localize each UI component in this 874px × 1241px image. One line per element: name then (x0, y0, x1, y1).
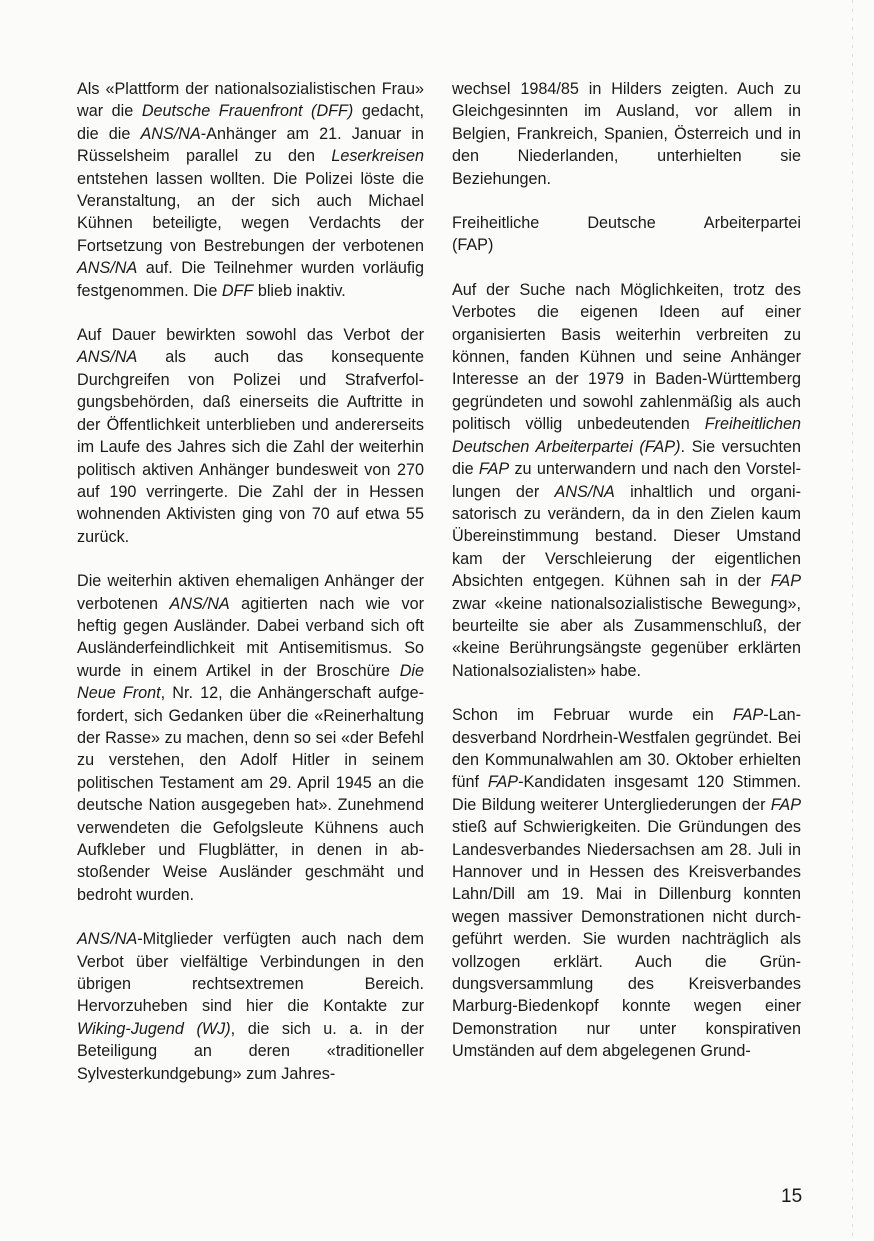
right-column (452, 78, 801, 1085)
paragraph (77, 324, 424, 548)
left-column (77, 78, 424, 1107)
paragraph (77, 928, 424, 1085)
italic-text: FAP (770, 795, 801, 814)
text-run: -Anhänger am 21. Januar in Rüsselsheim parallel zu den (77, 124, 424, 166)
text-run: entstehen lassen wollten. Die Polizei löste die Veranstaltung, an der sich auch Michael Kühnen beteiligte, wegen Verdachts der Fortsetzung von Bestrebungen der verbotenen (77, 169, 424, 255)
italic-text: Freiheitlichen Deutschen Arbeiterpartei (FAP) (452, 415, 801, 456)
text-run: , Nr. 12, die Anhängerschaft aufgefordert, sich Gedanken über die «Reinerhaltung der Rasse» zu machen, denn so sei «der Befehl zu verstehen, den Adolf Hitler in seinem politischen Testament am 29. April 1945 an die deutsche Nation ausgegeben hat». Zunehmend verwendeten die Gefolgsleute Kühnens auch Aufkleber und Flugblätter, in denen in abstoßender Weise Ausländer geschmäht und bedroht wurden. (77, 684, 424, 904)
heading-word-3: Arbeiterpartei (703, 214, 801, 233)
scan-margin-line (852, 0, 853, 1241)
italic-text: FAP (770, 572, 801, 591)
paragraph (77, 570, 424, 906)
heading-word-2: Deutsche (587, 214, 656, 233)
text-run: inhaltlich und organisatorisch zu verändern, da in den Zielen kaum Übereinstimmung bestand. Dieser Umstand kam der Verschleierung der eigentlichen Absichten entgegen. Kühnen sah in der (452, 482, 801, 591)
text-run: agitierten nach wie vor heftig gegen Ausländer. Dabei verband sich oft Ausländerfeindlichkeit mit Antisemitismus. So wurde in einem Artikel in der Broschüre (77, 594, 424, 680)
right-column-intro (452, 78, 801, 190)
text-run: zu unterwandern und nach den Vorstellungen der (452, 460, 801, 501)
text-run: -Kandidaten insgesamt 120 Stimmen. Die Bildung weiterer Untergliederungen der (452, 773, 801, 814)
text-run: auf. Die Teilnehmer wurden vorläufig festgenommen. Die (77, 259, 424, 300)
italic-text: FAP (732, 706, 764, 725)
paragraph (452, 78, 801, 190)
italic-text: ANS/NA (554, 482, 615, 501)
italic-text: Die Neue Front (77, 661, 424, 703)
section-heading (452, 212, 801, 257)
text-run: Die weiterhin aktiven ehemaligen Anhänger der verbotenen (77, 572, 424, 613)
italic-text: Deutsche Frauenfront (DFF) (141, 102, 354, 121)
heading-abbreviation: (FAP) (452, 236, 494, 255)
italic-text: FAP (487, 773, 519, 792)
text-run: zwar «keine nationalsozialistische Bewegung», beurteilte sie aber als Zusammenschluß, der «keine Berührungsängste gegenüber erklärten Nationalsozialisten» habe. (452, 594, 801, 680)
text-run: gedacht, die die (77, 102, 424, 143)
text-run: blieb inaktiv. (253, 281, 346, 300)
italic-text: ANS/NA (77, 348, 138, 367)
text-run: Schon im Februar wurde ein (452, 706, 733, 725)
italic-text: ANS/NA (77, 259, 138, 278)
italic-text: Wiking-Jugend (WJ) (77, 1019, 231, 1038)
italic-text: DFF (221, 281, 254, 300)
italic-text: Leserkreisen (331, 147, 424, 166)
right-column-body (452, 279, 801, 1063)
italic-text: ANS/NA (169, 594, 230, 613)
paragraph (452, 704, 801, 1063)
italic-text: ANS/NA (140, 124, 201, 143)
page-number: 15 (781, 1186, 803, 1207)
paragraph (77, 78, 424, 302)
paragraph (452, 279, 801, 682)
text-run: als auch das konsequente Durchgreifen von Polizei und Strafverfolgungsbehörden, daß einerseits die Auftritte in der Öffentlichkeit unterblieben und andererseits im Laufe des Jahres sich die Zahl der weiterhin politisch aktiven Anhänger bundesweit von 270 auf 190 verringerte. Die Zahl der in Hessen wohnenden Aktivisten ging von 70 auf etwa 55 zurück. (77, 348, 424, 546)
text-run: Auf der Suche nach Möglichkeiten, trotz des Verbotes die eigenen Ideen auf einer organisierten Basis weiterhin verbreiten zu können, fanden Kühnen und seine Anhänger Interesse an der 1979 in Baden-Württemberg gegründeten und sowohl zahlenmäßig als auch politisch völlig unbedeutenden (452, 280, 801, 434)
text-run: wechsel 1984/85 in Hilders zeigten. Auch zu Gleichgesinnten im Ausland, vor allem in Belgien, Frankreich, Spanien, Österreich und in den Niederlanden, unterhielten sie Beziehungen. (452, 80, 801, 188)
text-run: -Mitglieder verfügten auch nach dem Verbot über vielfältige Verbindungen in den übrigen rechtsextremen Bereich. Hervorzuheben sind hier die Kontakte zur (77, 930, 424, 1016)
italic-text: FAP (478, 460, 510, 479)
text-run: Als «Plattform der nationalsozialistischen Frau» war die (77, 80, 424, 121)
heading-word-1: Freiheitliche (452, 214, 540, 233)
italic-text: ANS/NA (77, 930, 138, 949)
text-run: -Landesverband Nordrhein-Westfalen gegründet. Bei den Kommunalwahlen am 30. Oktober erhielten fünf (452, 706, 801, 792)
text-run: . Sie versuchten die (452, 437, 801, 479)
text-run: Auf Dauer bewirkten sowohl das Verbot der (77, 326, 424, 345)
text-run: stieß auf Schwierigkeiten. Die Gründungen des Landesverbandes Niedersachsen am 28. Juli in Hannover und in Hessen des Kreisverbandes Lahn/Dill am 19. Mai in Dillenburg konnten wegen massiver Demonstrationen nicht durchgeführt werden. Sie wurden nachträglich als vollzogen erklärt. Auch die Gründungsversammlung des Kreisverbandes Marburg-Biedenkopf konnte wegen einer Demonstration nur unter konspirativen Umständen auf dem abgelegenen Grund- (452, 818, 801, 1061)
text-run: , die sich u. a. in der Beteiligung an deren «traditioneller Sylvesterkundgebung» zum Jahres- (77, 1019, 424, 1083)
